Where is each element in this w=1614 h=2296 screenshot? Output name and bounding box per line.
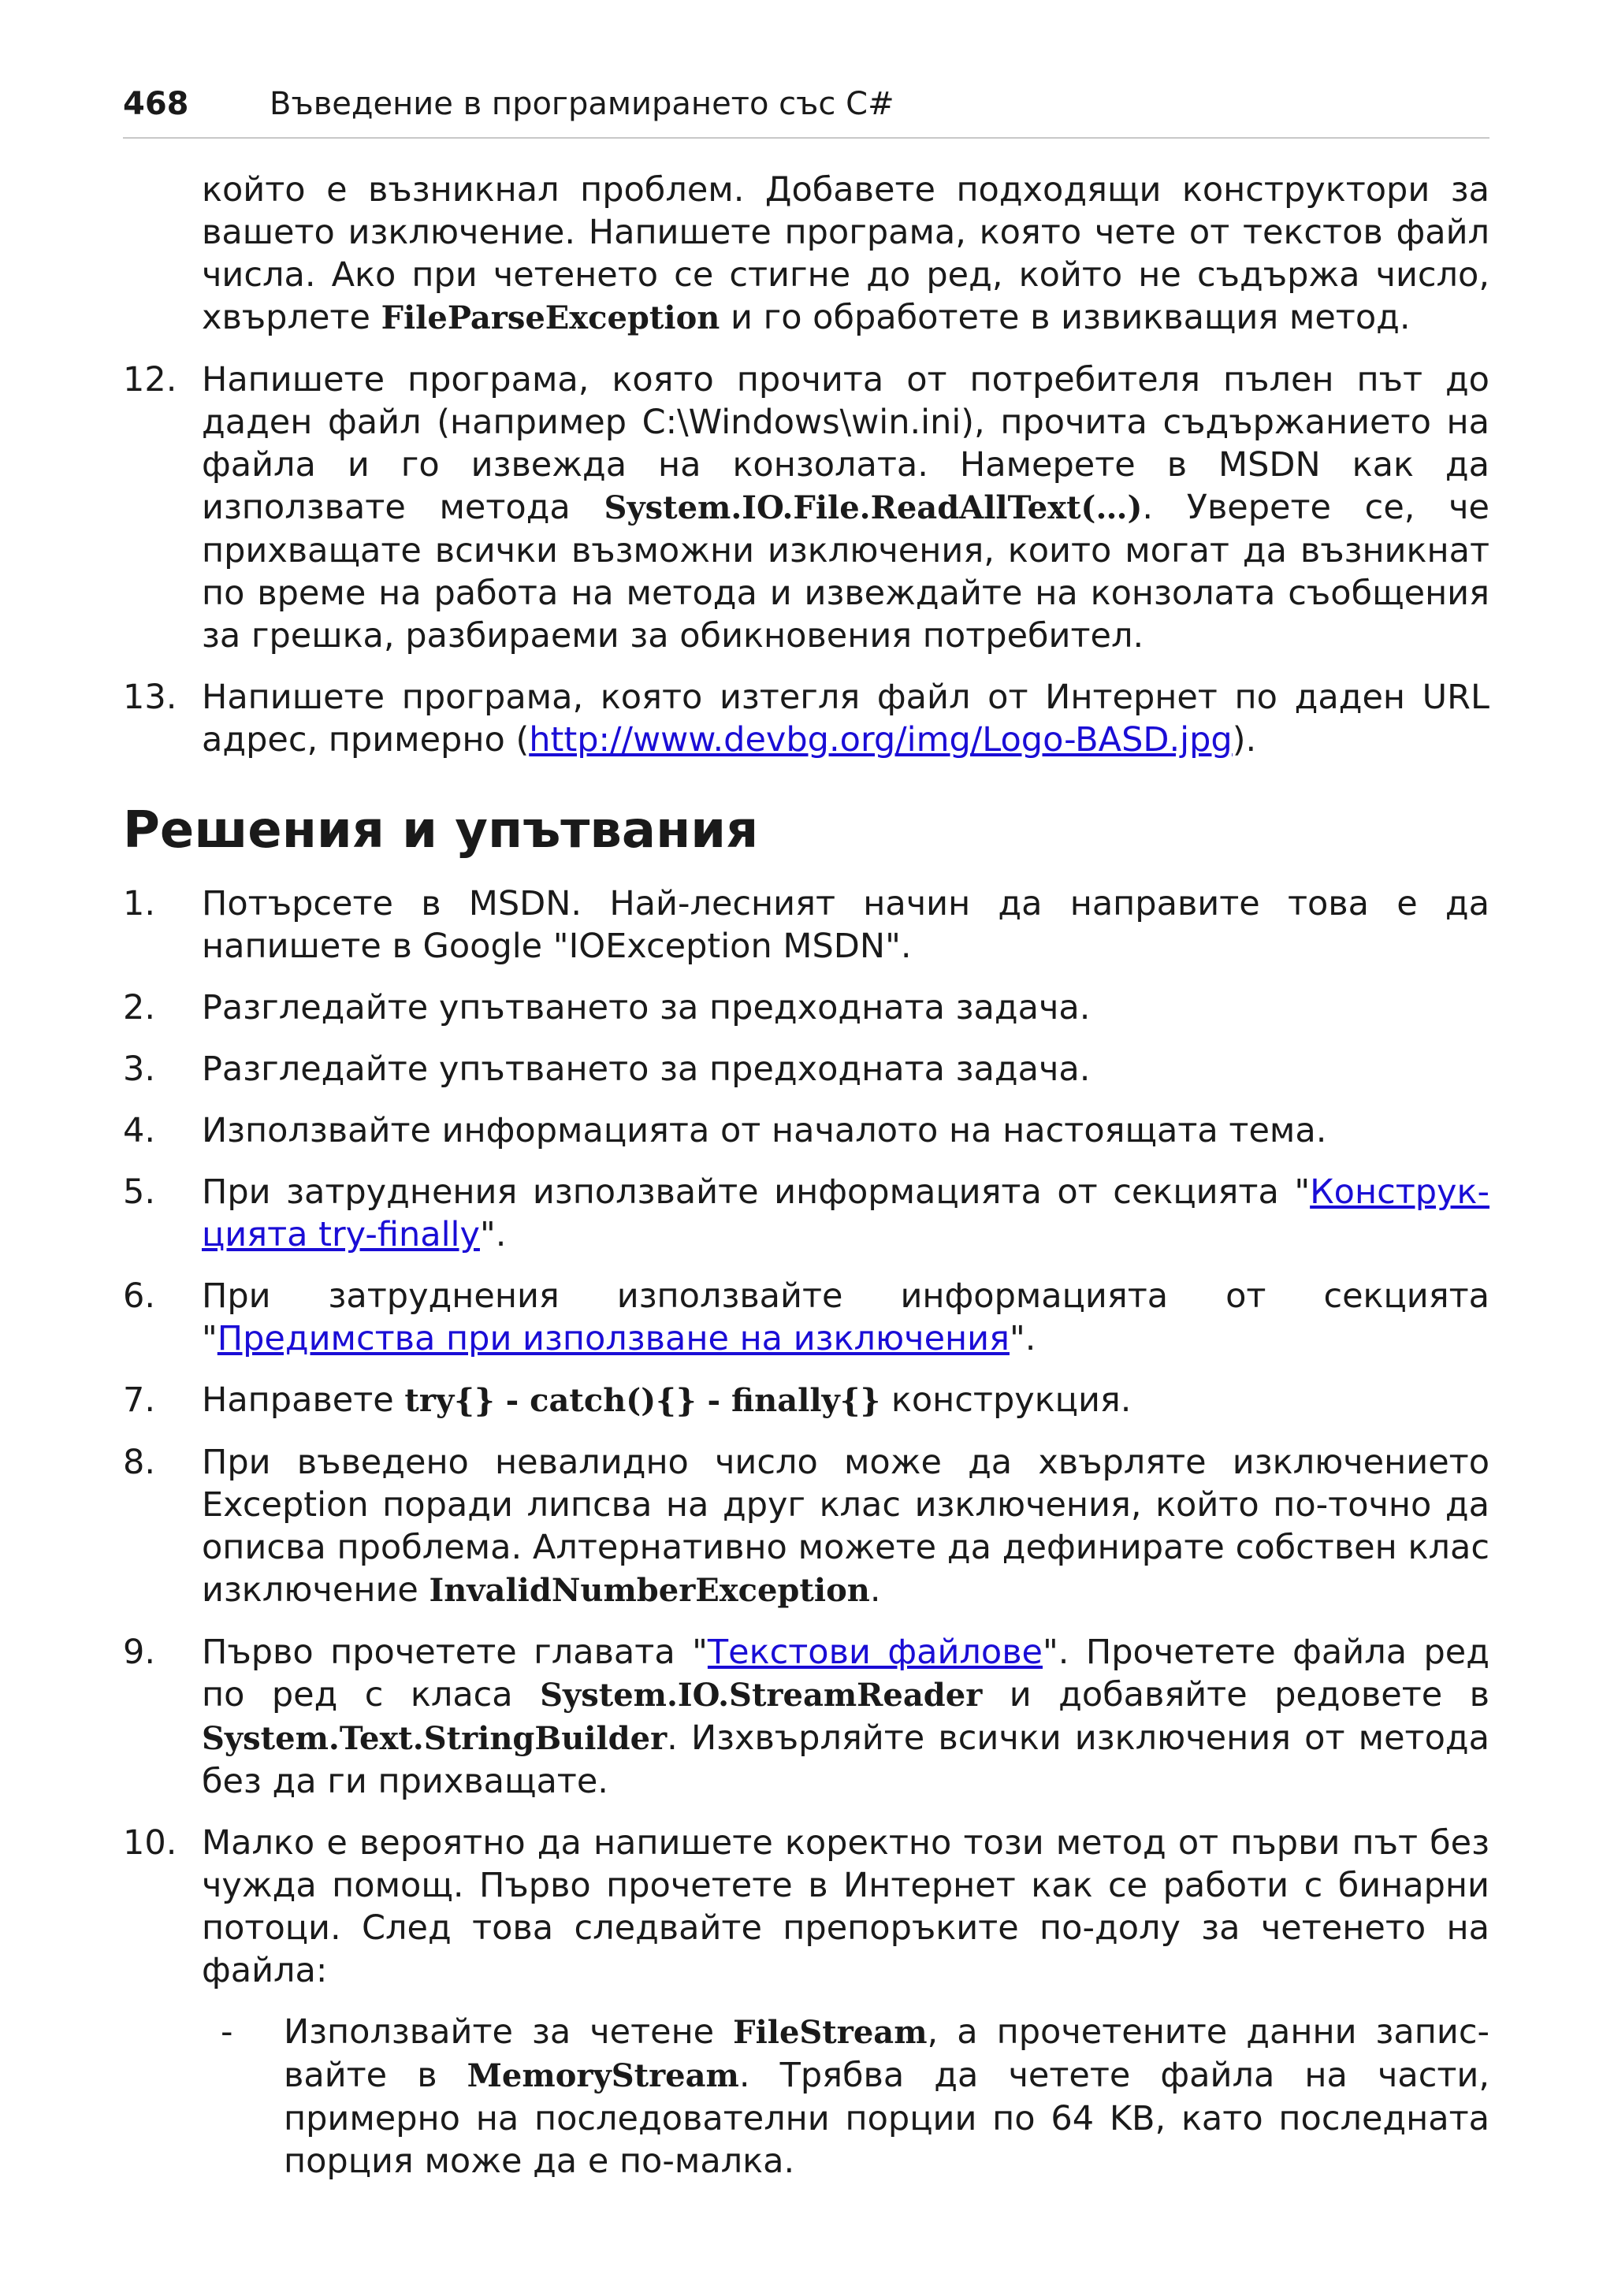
item-text: Малко е вероятно да напишете коректно този метод от първи път без чужда помощ. Първо прочетете в Интернет как се работи с бинарни потоци. След това следвайте препоръките по-долу за четенето на файла: [202, 1823, 1489, 1990]
item-text [202, 1275, 1489, 1360]
text: ). [1232, 720, 1257, 760]
item-text [202, 1379, 1489, 1422]
item-text: Разгледайте упътването за предходната задача. [202, 1050, 1091, 1089]
item-number: 9. [123, 1633, 156, 1672]
text: ". [479, 1215, 507, 1254]
code-streamreader: System.IO.StreamReader [540, 1677, 983, 1714]
page-content [123, 169, 1489, 2201]
exercise-12 [123, 359, 1489, 657]
text: . Уверете се, че прихващате всички възможни изключения, които могат да възникнат по време на работа на метода и извеждайте на конзолата съобщения за грешка, разбираеми за обикновения потребител. [202, 488, 1489, 656]
item-number: 8. [123, 1443, 156, 1482]
solution-9 [123, 1631, 1489, 1803]
item-number: 3. [123, 1050, 156, 1089]
text: . [869, 1570, 881, 1610]
item-number: 4. [123, 1111, 156, 1150]
text: който е възникнал проблем. Добавете подходящи конструктори за вашето изключение. Напишете програма, която чете от текстов файл числа. Ако при четенето се стигне до ред, който не съдържа число, хвърлете [202, 170, 1489, 337]
text: и го обработете в извикващия метод. [720, 298, 1411, 337]
solution-1 [123, 882, 1489, 968]
text: . Трябва да четете файла на части, примерно на последователни порции по 64 KB, като последната порция може да е по-малка. [284, 2056, 1489, 2181]
exercise-13 [123, 676, 1489, 761]
text: ". [1009, 1319, 1036, 1358]
item-text [202, 676, 1489, 761]
item-number: 12. [123, 360, 177, 399]
logo-url-link[interactable]: http://www.devbg.org/img/Logo-BASD.jpg [529, 720, 1233, 760]
text: Напишете програма, която прочита от потребителя пълен път до даден файл (например C:\Windows\win.ini), прочита съдържанието на файла и го извежда на конзолата. Намерете в MSDN как да използвате метода [202, 360, 1489, 527]
page-number: 468 [123, 86, 189, 122]
text: ". Прочетете файла ред по ред с класа [202, 1633, 1489, 1715]
item-text [202, 1171, 1489, 1256]
text: Първо прочетете главата " [202, 1633, 708, 1672]
code-readalltext: System.IO.File.ReadAllText(…) [604, 489, 1143, 526]
item-number: 13. [123, 678, 177, 717]
text: . Изхвърляйте всички изключения от метода без да ги прихващате. [202, 1718, 1489, 1801]
solution-10 [123, 1822, 1489, 1992]
solutions-heading: Решения и упътвания [123, 801, 759, 860]
text: Направете [202, 1380, 405, 1420]
text: , а прочетените данни запис-вайте в [284, 2012, 1489, 2095]
item-text [202, 359, 1489, 657]
item-number: 10. [123, 1823, 177, 1863]
item-text: Разгледайте упътването за предходната задача. [202, 988, 1091, 1027]
item-text: Използвайте информацията от началото на настоящата тема. [202, 1111, 1327, 1150]
solution-5 [123, 1171, 1489, 1256]
try-finally-link[interactable]: Конструк-цията try-finally [202, 1172, 1489, 1254]
code-fileparseexception: FileParseException [381, 299, 720, 336]
text: При затруднения използвайте информацията от секцията " [202, 1172, 1311, 1212]
code-memorystream: MemoryStream [467, 2057, 739, 2094]
page-header [123, 82, 1489, 139]
item-number: 7. [123, 1380, 156, 1420]
code-stringbuilder: System.Text.StringBuilder [202, 1720, 668, 1757]
exercise-11-continuation [202, 169, 1489, 340]
code-try-catch-finally: try{} - catch(){} - finally{} [404, 1382, 881, 1419]
solution-4 [123, 1109, 1489, 1152]
code-invalidnumberexception: InvalidNumberException [429, 1572, 870, 1609]
solution-8 [123, 1441, 1489, 1612]
text: При въведено невалидно число може да хвърляте изключението Exception поради липсва на друг клас изключения, който по-точно да описва проблема. Алтернативно можете да дефинирате собствен клас изключение [202, 1443, 1489, 1610]
item-number: 2. [123, 988, 156, 1027]
text: и добавяйте редовете в [982, 1675, 1489, 1715]
book-title: Въведение в програмирането със C# [270, 86, 894, 122]
item-text [202, 1441, 1489, 1612]
text: Напишете програма, която изтегля файл от Интернет по даден URL адрес, примерно ( [202, 678, 1489, 760]
item-text: Потърсете в MSDN. Най-лесният начин да направите това е да напишете в Google "IOException MSDN". [202, 884, 1489, 966]
item-text [202, 1631, 1489, 1803]
item-number: 5. [123, 1172, 156, 1212]
bullet-dash: - [221, 2012, 233, 2052]
solution-7 [123, 1379, 1489, 1422]
bullet-text [284, 2011, 1489, 2183]
item-number: 1. [123, 884, 156, 923]
solution-6 [123, 1275, 1489, 1360]
text: конструкция. [880, 1380, 1132, 1420]
item-number: 6. [123, 1276, 156, 1316]
text: Използвайте за четене [284, 2012, 734, 2052]
solution-2 [123, 986, 1489, 1029]
text-files-link[interactable]: Текстови файлове [707, 1633, 1043, 1672]
code-filestream: FileStream [733, 2014, 928, 2051]
text: При затруднения използвайте информацията от секцията " [202, 1276, 1489, 1358]
solution-10-bullet [202, 2011, 1489, 2183]
solution-3 [123, 1048, 1489, 1090]
exceptions-advantages-link[interactable]: Предимства при използване на изключения [217, 1319, 1010, 1358]
